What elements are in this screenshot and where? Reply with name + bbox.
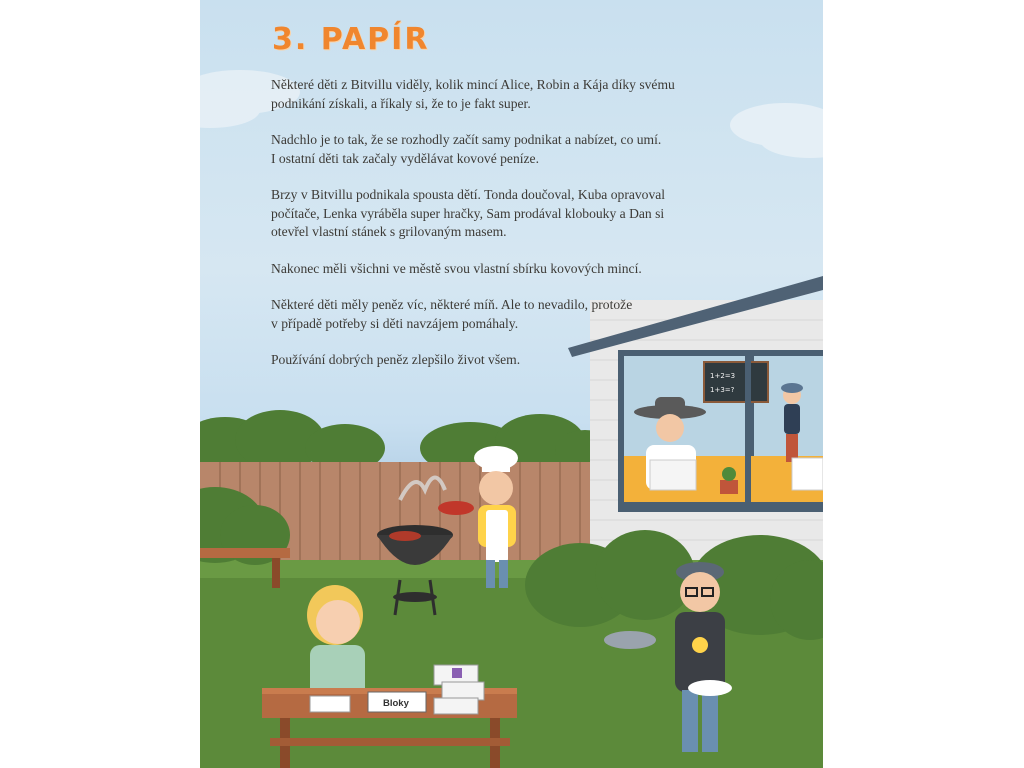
paragraph-6 — [271, 351, 731, 370]
paragraph-4 — [271, 260, 731, 279]
bloky-sign — [368, 692, 426, 712]
text-line: v případě potřeby si děti navzájem pomáhaly. — [271, 315, 519, 331]
paragraph-3 — [271, 186, 731, 242]
paragraph-2 — [271, 131, 731, 168]
text-line: Nadchlo je to tak, že se rozhodly začít samy podnikat a nabízet, co umí. — [271, 132, 662, 147]
paragraph-5 — [271, 296, 731, 333]
text-line: Brzy v Bitvillu podnikala spousta dětí. Tonda doučoval, Kuba opravoval — [271, 187, 666, 202]
chapter-title: 3. PAPÍR — [272, 22, 430, 57]
book-page — [200, 0, 823, 768]
blackboard-line-2: 1+3=? — [710, 386, 735, 394]
blackboard-line-1: 1+2=3 — [710, 372, 736, 380]
cloud-right — [730, 103, 823, 158]
story-text — [271, 76, 731, 388]
bloky-sign-label: Bloky — [383, 698, 409, 709]
text-line: I ostatní děti tak začaly vydělávat kovové peníze. — [271, 150, 539, 166]
text-line: podnikání získali, a říkaly si, že to je fakt super. — [271, 95, 531, 111]
text-line: Některé děti měly peněz víc, některé míň. Ale to nevadilo, protože — [271, 297, 633, 312]
paragraph-1 — [271, 76, 731, 113]
text-line: Používání dobrých peněz zlepšilo život všem. — [271, 352, 521, 367]
notebook-stack — [310, 696, 350, 712]
text-line: Nakonec měli všichni ve městě svou vlastní sbírku kovových mincí. — [271, 260, 642, 276]
paper-boxes — [434, 665, 484, 714]
text-line: Některé děti z Bitvillu viděly, kolik mincí Alice, Robin a Kája díky svému — [271, 77, 675, 92]
plant-pot — [720, 467, 738, 494]
text-line: otevřel vlastní stánek s grilovaným masem. — [271, 224, 507, 239]
text-line: počítače, Lenka vyráběla super hračky, Sam prodával klobouky a Dan si — [271, 205, 665, 221]
